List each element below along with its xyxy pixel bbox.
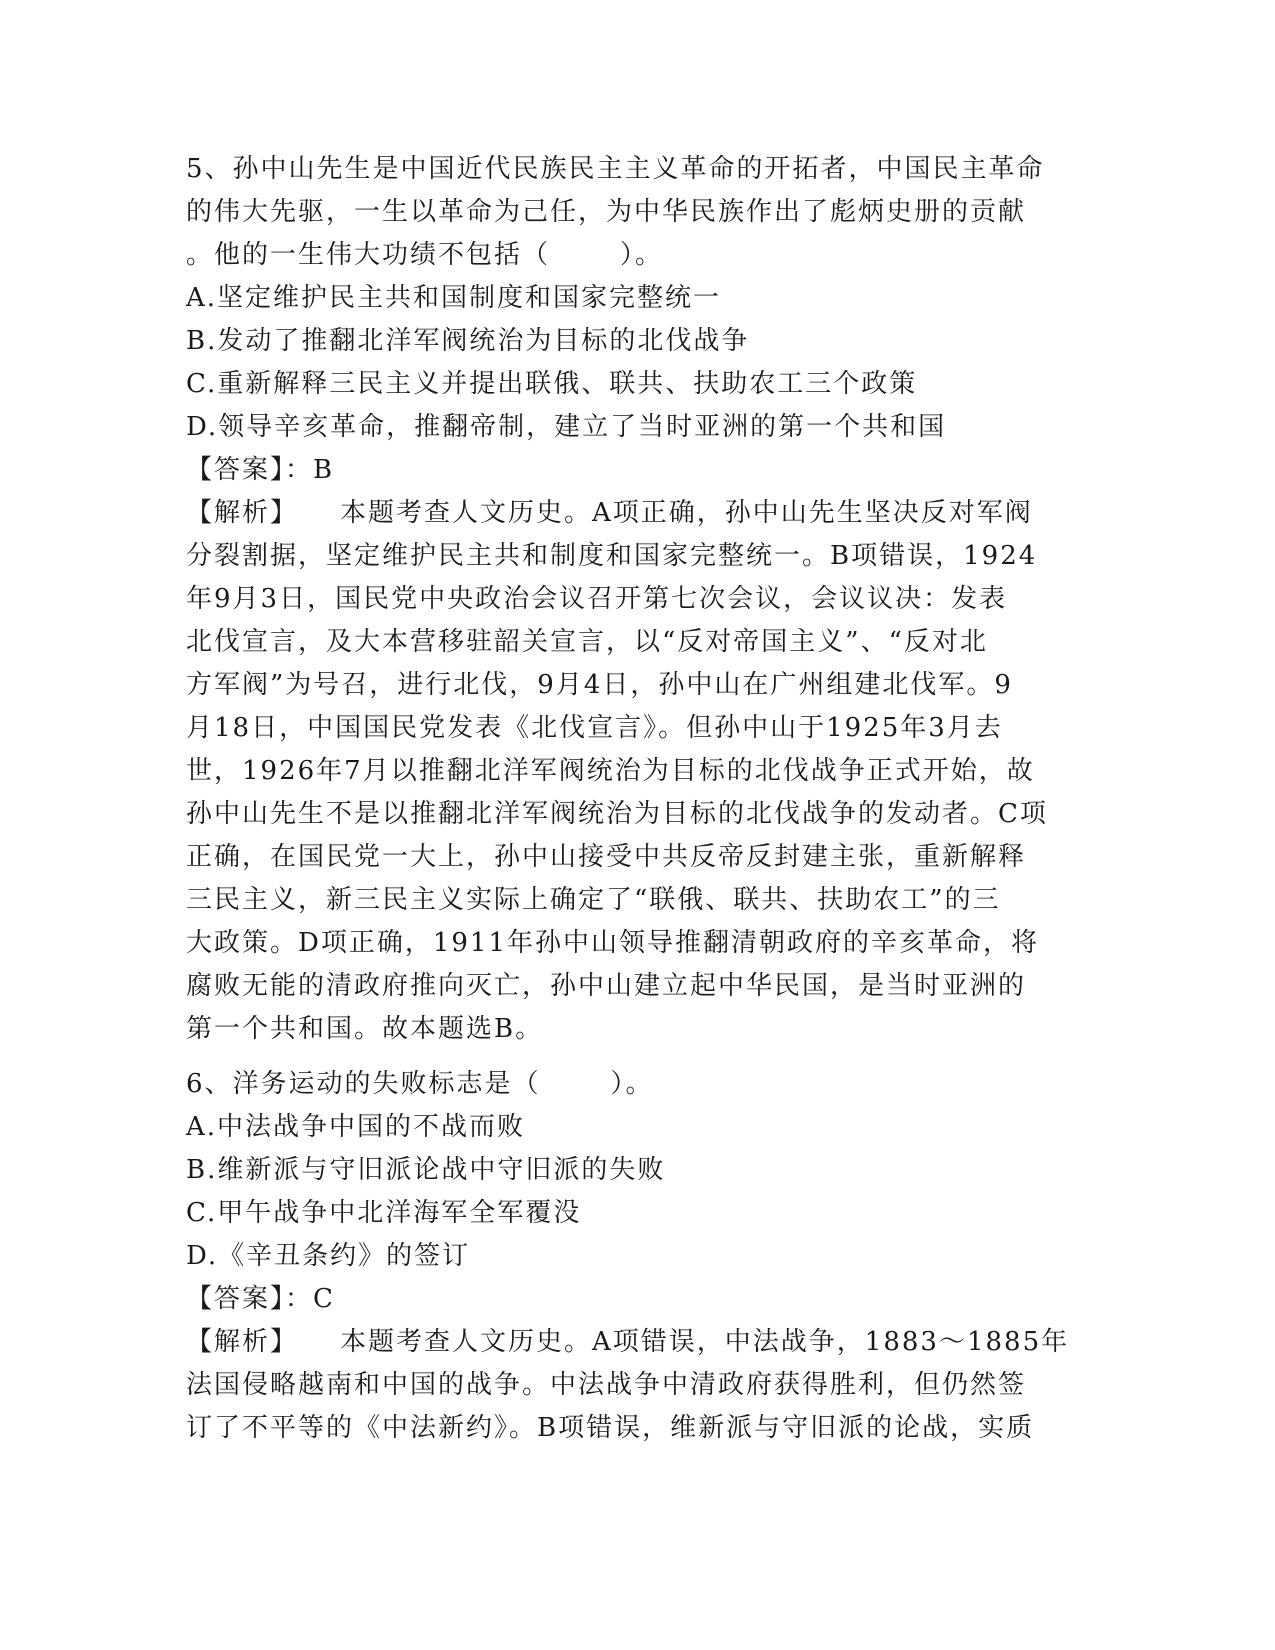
analysis-text: 本题考查人文历史。A项正确，孙中山先生坚决反对军阀 <box>340 498 1033 528</box>
answer-label: 【答案】： <box>186 1284 314 1314</box>
analysis-line: 北伐宣言，及大本营移驻韶关宣言，以“反对帝国主义”、“反对北 <box>186 627 988 657</box>
analysis-line: 三民主义，新三民主义实际上确定了“联俄、联共、扶助农工”的三 <box>186 885 1001 915</box>
option-c: C.重新解释三民主义并提出联俄、联共、扶助农工三个政策 <box>186 369 918 399</box>
question-stem-tail: ）。 <box>610 1069 654 1099</box>
analysis-line: 第一个共和国。故本题选B。 <box>186 1014 544 1044</box>
question-stem-text: 6、洋务运动的失败标志是（ <box>186 1069 541 1099</box>
option-a: A.坚定维护民主共和国制度和国家完整统一 <box>186 283 722 313</box>
option-d: D.《辛丑条约》的签订 <box>186 1241 471 1271</box>
answer-line <box>186 449 1086 492</box>
analysis-line: 法国侵略越南和中国的战争。中法战争中清政府获得胜利，但仍然签 <box>186 1370 1027 1400</box>
analysis-label: 【解析】 <box>186 1327 299 1357</box>
question-5 <box>186 148 1086 1051</box>
analysis-line: 订了不平等的《中法新约》。B项错误，维新派与守旧派的论战，实质 <box>186 1413 1035 1443</box>
question-stem-line-last <box>186 1063 1086 1106</box>
analysis-line: 年9月3日，国民党中央政治会议召开第七次会议，会议议决：发表 <box>186 584 1008 614</box>
analysis-line: 孙中山先生不是以推翻北洋军阀统治为目标的北伐战争的发动者。C项 <box>186 799 1048 829</box>
analysis-line: 腐败无能的清政府推向灭亡，孙中山建立起中华民国，是当时亚洲的 <box>186 971 1027 1001</box>
option-b: B.发动了推翻北洋军阀统治为目标的北伐战争 <box>186 326 750 356</box>
analysis-line: 方军阀”为号召，进行北伐，9月4日，孙中山在广州组建北伐军。9 <box>186 670 1013 700</box>
analysis-label: 【解析】 <box>186 498 299 528</box>
answer-value: C <box>313 1284 335 1314</box>
question-6 <box>186 1063 1086 1450</box>
analysis-text: 本题考查人文历史。A项错误，中法战争，1883～1885年 <box>340 1327 1070 1357</box>
question-stem-line-last <box>186 234 1086 277</box>
option-a: A.中法战争中国的不战而败 <box>186 1112 526 1142</box>
option-c: C.甲午战争中北洋海军全军覆没 <box>186 1198 582 1228</box>
document-content <box>186 148 1086 1450</box>
question-stem-line: 的伟大先驱，一生以革命为己任，为中华民族作出了彪炳史册的贡献 <box>186 197 1027 227</box>
answer-value: B <box>313 455 335 485</box>
analysis-line: 正确，在国民党一大上，孙中山接受中共反帝反封建主张，重新解释 <box>186 842 1027 872</box>
analysis-line-first <box>186 1321 1086 1364</box>
analysis-line: 世，1926年7月以推翻北洋军阀统治为目标的北伐战争正式开始，故 <box>186 756 1035 786</box>
analysis-line: 分裂割据，坚定维护民主共和制度和国家完整统一。B项错误，1924 <box>186 541 1038 571</box>
answer-label: 【答案】： <box>186 455 314 485</box>
question-stem-tail: ）。 <box>620 240 664 270</box>
option-b: B.维新派与守旧派论战中守旧派的失败 <box>186 1155 666 1185</box>
question-spacer <box>186 1051 1086 1063</box>
option-d: D.领导辛亥革命，推翻帝制，建立了当时亚洲的第一个共和国 <box>186 412 947 442</box>
analysis-line: 月18日，中国国民党发表《北伐宣言》。但孙中山于1925年3月去 <box>186 713 1003 743</box>
analysis-line-first <box>186 492 1086 535</box>
analysis-line: 大政策。D项正确，1911年孙中山领导推翻清朝政府的辛亥革命，将 <box>186 928 1040 958</box>
answer-line <box>186 1278 1086 1321</box>
question-stem-text: 。他的一生伟大功绩不包括（ <box>186 240 551 270</box>
question-stem-line: 5、孙中山先生是中国近代民族民主主义革命的开拓者，中国民主革命 <box>186 154 1045 184</box>
